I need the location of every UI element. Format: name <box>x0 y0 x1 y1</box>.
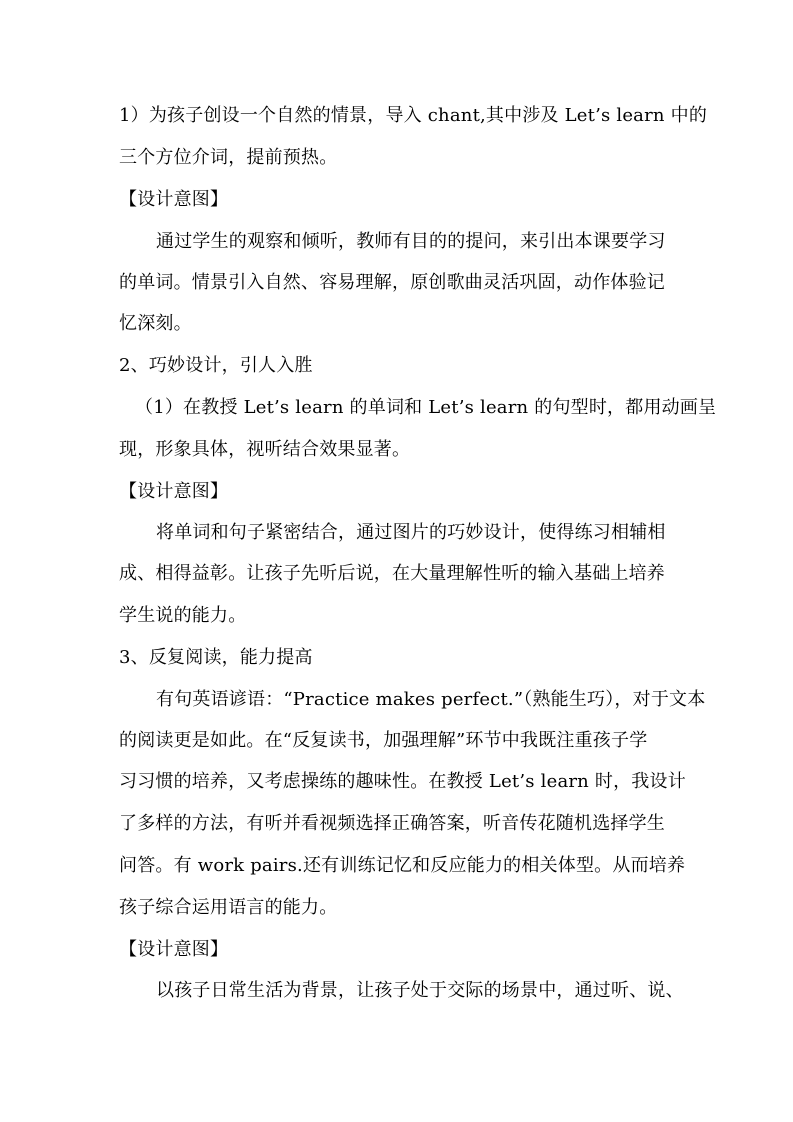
paragraph-line: 忆深刻。 <box>119 313 192 334</box>
paragraph-line: 了多样的方法，有听并看视频选择正确答案，听音传花随机选择学生 <box>119 813 665 834</box>
paragraph-line: 三个方位介词，提前预热。 <box>119 147 338 168</box>
section-heading: 【设计意图】 <box>119 189 229 210</box>
paragraph-line: 通过学生的观察和倾听，教师有目的的提问，来引出本课要学习 <box>156 231 666 252</box>
paragraph-line: 有句英语谚语：“Practice makes perfect.”（熟能生巧），对于文本 <box>156 689 706 710</box>
paragraph-line: 现，形象具体，视听结合效果显著。 <box>119 439 411 460</box>
paragraph-line: 习习惯的培养，又考虑操练的趣味性。在教授 Let’s learn 时，我设计 <box>119 771 686 792</box>
paragraph-line: 孩子综合运用语言的能力。 <box>119 897 338 918</box>
paragraph-line: 1）为孩子创设一个自然的情景，导入 chant,其中涉及 Let’s learn 中的 <box>119 105 708 126</box>
paragraph-line: 的单词。情景引入自然、容易理解，原创歌曲灵活巩固，动作体验记 <box>119 272 665 293</box>
section-heading: 3、反复阅读，能力提高 <box>119 647 313 668</box>
paragraph-line: 以孩子日常生活为背景，让孩子处于交际的场景中，通过听、说、 <box>156 980 684 1001</box>
paragraph-line: 问答。有 work pairs.还有训练记忆和反应能力的相关体型。从而培养 <box>119 855 686 876</box>
section-heading: 【设计意图】 <box>119 481 229 502</box>
section-heading: 【设计意图】 <box>119 939 229 960</box>
section-heading: 2、巧妙设计，引人入胜 <box>119 355 313 376</box>
paragraph-line: 将单词和句子紧密结合，通过图片的巧妙设计，使得练习相辅相 <box>156 522 666 543</box>
paragraph-line: 学生说的能力。 <box>119 605 247 626</box>
paragraph-line: 的阅读更是如此。在“反复读书，加强理解”环节中我既注重孩子学 <box>119 730 648 751</box>
paragraph-line: （1）在教授 Let’s learn 的单词和 Let’s learn 的句型时，都用动画呈 <box>135 397 717 418</box>
paragraph-line: 成、相得益彰。让孩子先听后说，在大量理解性听的输入基础上培养 <box>119 563 665 584</box>
